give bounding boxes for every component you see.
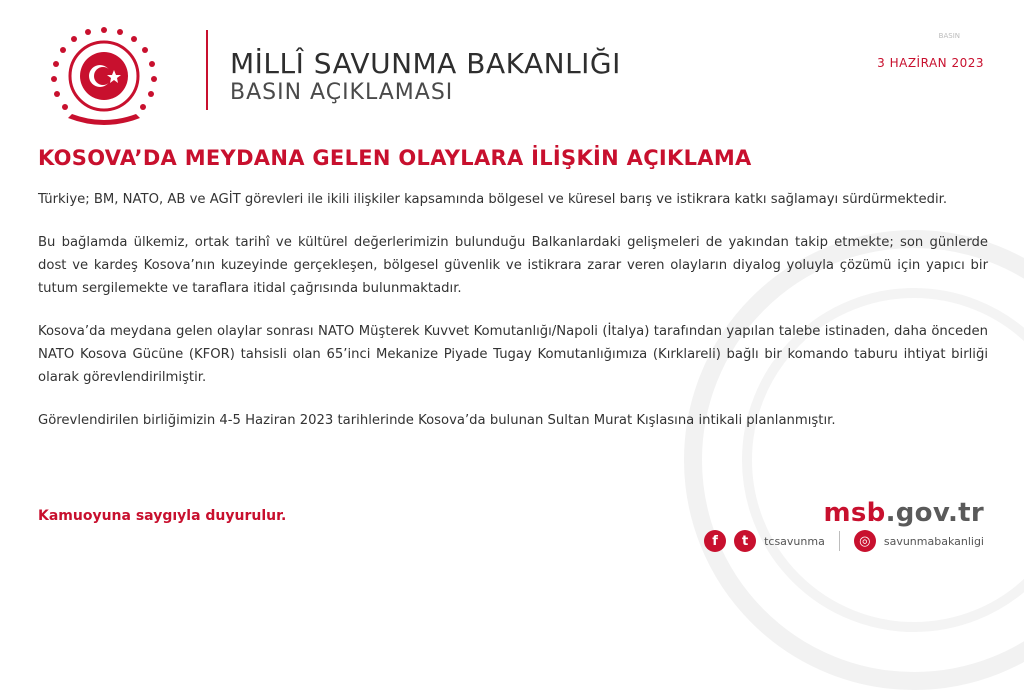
instagram-icon[interactable]: ◎	[854, 530, 876, 552]
twitter-icon[interactable]: t	[734, 530, 756, 552]
small-tag: BASIN	[938, 32, 960, 40]
ministry-title: MİLLÎ SAVUNMA BAKANLIĞI	[230, 47, 621, 80]
site-main: msb	[823, 498, 886, 528]
statement-body	[38, 188, 988, 452]
paragraph: Bu bağlamda ülkemiz, ortak tarihî ve kültürel değerlerimizin bulunduğu Balkanlardaki gelişmeleri de yakından takip etmekte; son günlerde dost ve kardeş Kosova’nın kuzeyinde gerçekleşen, bölgesel güvenlik ve istikrara zarar veren olayların diyalog yoluyla çözümü için yapıcı bir tutum sergilemekte ve taraflara itidal çağrısında bulunmaktadır.	[38, 235, 988, 296]
website-link[interactable]	[823, 498, 984, 528]
paragraph: Görevlendirilen birliğimizin 4-5 Haziran 2023 tarihlerinde Kosova’da bulunan Sultan Murat Kışlasına intikali planlanmıştır.	[38, 413, 836, 428]
closing-line: Kamuoyuna saygıyla duyurulur.	[38, 508, 287, 524]
release-date: 3 HAZİRAN 2023	[877, 56, 984, 70]
paragraph: Türkiye; BM, NATO, AB ve AGİT görevleri ile ikili ilişkiler kapsamında bölgesel ve küresel barış ve istikrara katkı sağlamayı sürdürmektedir.	[38, 192, 948, 207]
site-domain: .gov.tr	[885, 498, 984, 528]
document-type: BASIN AÇIKLAMASI	[230, 80, 454, 105]
social-handle-2[interactable]: savunmabakanligi	[883, 534, 984, 548]
social-divider	[839, 531, 840, 551]
header-divider	[206, 30, 208, 110]
social-links	[704, 530, 984, 552]
facebook-icon[interactable]: f	[704, 530, 726, 552]
header	[0, 0, 1024, 140]
paragraph: Kosova’da meydana gelen olaylar sonrası NATO Müşterek Kuvvet Komutanlığı/Napoli (İtalya) tarafından yapılan talebe istinaden, daha önceden NATO Kosova Gücüne (KFOR) tahsisli olan 65’inci Mekanize Piyade Tugay Komutanlığımıza (Kırklareli) bağlı bir komando taburu ihtiyat birliği olarak görevlendirilmiştir.	[38, 324, 988, 385]
headline: KOSOVA’DA MEYDANA GELEN OLAYLARA İLİŞKİN AÇIKLAMA	[38, 146, 752, 170]
social-handle-1[interactable]: tcsavunma	[764, 534, 825, 548]
ministry-emblem-icon	[38, 22, 170, 128]
